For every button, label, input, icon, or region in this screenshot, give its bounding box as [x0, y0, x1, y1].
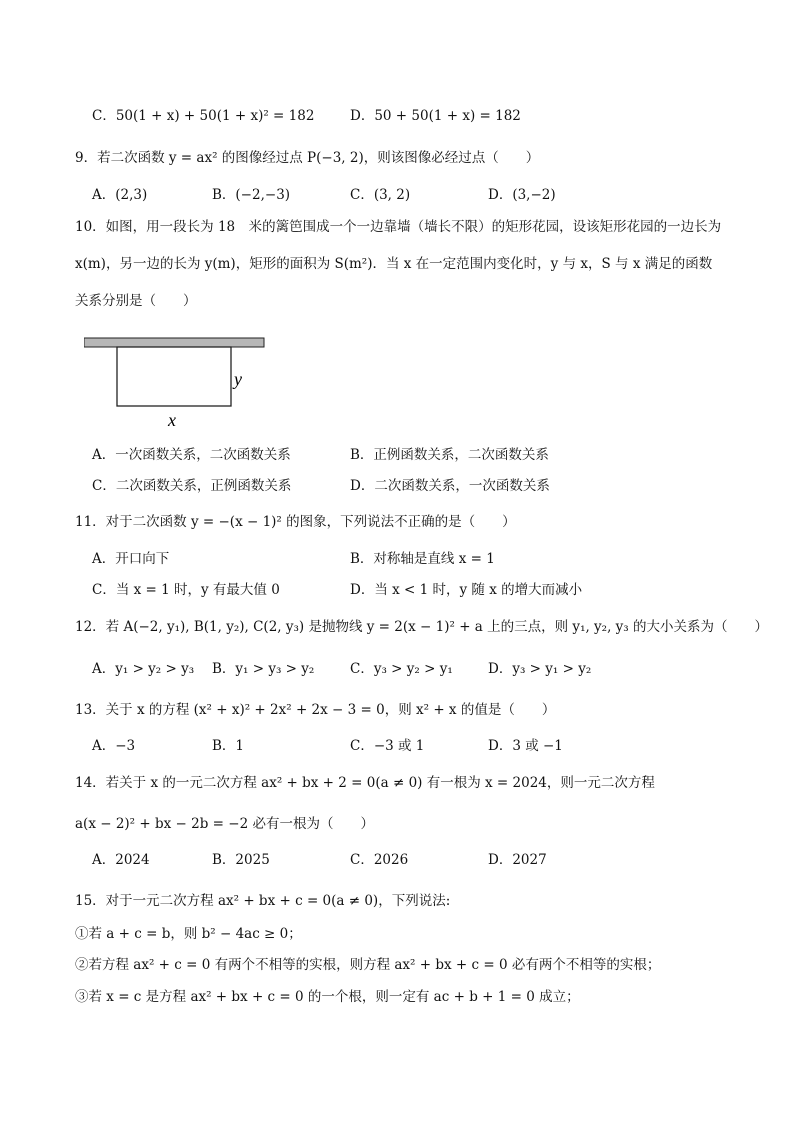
q14-stem-line1: 14．若关于 x 的一元二次方程 ax² + bx + 2 = 0(a ≠ 0) 有一根为 x = 2024，则一元二次方程	[75, 775, 655, 791]
q10-figure-garden	[84, 336, 274, 436]
q14-option-a: A．2024	[92, 852, 150, 868]
figure-label-y: y	[234, 369, 242, 389]
q11-option-c: C．当 x = 1 时，y 有最大值 0	[92, 582, 280, 598]
q12-option-b: B．y₁ > y₃ > y₂	[212, 661, 315, 677]
q11-option-d: D．当 x < 1 时，y 随 x 的增大而减小	[350, 582, 583, 598]
q12-option-d: D．y₃ > y₁ > y₂	[488, 661, 592, 677]
q13-option-d: D．3 或 −1	[488, 738, 563, 754]
q10-stem-line2: x(m)，另一边的长为 y(m)，矩形的面积为 S(m²)．当 x 在一定范围内变化时，y 与 x，S 与 x 满足的函数	[75, 256, 713, 272]
q11-option-b: B．对称轴是直线 x = 1	[350, 551, 495, 567]
q10-stem-line1: 10．如图，用一段长为 18 米的篱笆围成一个一边靠墙（墙长不限）的矩形花园，设该矩形花园的一边长为	[75, 219, 722, 235]
q13-option-b: B．1	[212, 738, 245, 754]
q12-option-c: C．y₃ > y₂ > y₁	[350, 661, 453, 677]
q15-statement-2: ②若方程 ax² + c = 0 有两个不相等的实根，则方程 ax² + bx + c = 0 必有两个不相等的实根；	[75, 957, 661, 973]
q10-option-c: C．二次函数关系，正例函数关系	[92, 478, 292, 494]
q11-stem: 11．对于二次函数 y = −(x − 1)² 的图象，下列说法不正确的是（ ）	[75, 514, 516, 530]
q9-stem: 9．若二次函数 y = ax² 的图像经过点 P(−3, 2)，则该图像必经过点（ ）	[75, 150, 540, 166]
q8-option-c: C．50(1 + x) + 50(1 + x)² = 182	[92, 108, 315, 124]
q14-option-d: D．2027	[488, 852, 547, 868]
q12-option-a: A．y₁ > y₂ > y₃	[92, 661, 195, 677]
q15-stem: 15．对于一元二次方程 ax² + bx + c = 0(a ≠ 0)，下列说法:	[75, 893, 451, 909]
q10-stem-line3: 关系分别是（ ）	[75, 293, 197, 309]
q15-statement-3: ③若 x = c 是方程 ax² + bx + c = 0 的一个根，则一定有 ac + b + 1 = 0 成立；	[75, 989, 580, 1005]
figure-label-x: x	[168, 410, 176, 430]
garden-rectangle	[117, 347, 231, 406]
q9-option-a: A．(2,3)	[92, 187, 148, 203]
q13-stem: 13．关于 x 的方程 (x² + x)² + 2x² + 2x − 3 = 0，则 x² + x 的值是（ ）	[75, 702, 556, 718]
q10-option-a: A．一次函数关系，二次函数关系	[92, 447, 291, 463]
q13-option-c: C．−3 或 1	[350, 738, 425, 754]
q14-option-b: B．2025	[212, 852, 270, 868]
q12-stem: 12．若 A(−2, y₁), B(1, y₂), C(2, y₃) 是抛物线 y = 2(x − 1)² + a 上的三点，则 y₁, y₂, y₃ 的大小关系为（ ）	[75, 619, 769, 635]
q13-option-a: A．−3	[92, 738, 136, 754]
q11-option-a: A．开口向下	[92, 551, 170, 567]
q8-option-d: D．50 + 50(1 + x) = 182	[350, 108, 521, 124]
wall-shape	[84, 338, 264, 347]
q14-stem-line2: a(x − 2)² + bx − 2b = −2 必有一根为（ ）	[75, 816, 374, 832]
q9-option-d: D．(3,−2)	[488, 187, 556, 203]
q15-statement-1: ①若 a + c = b，则 b² − 4ac ≥ 0；	[75, 926, 302, 942]
q9-option-c: C．(3, 2)	[350, 187, 411, 203]
q10-option-d: D．二次函数关系，一次函数关系	[350, 478, 550, 494]
q9-option-b: B．(−2,−3)	[212, 187, 291, 203]
q10-option-b: B．正例函数关系，二次函数关系	[350, 447, 549, 463]
q14-option-c: C．2026	[350, 852, 409, 868]
